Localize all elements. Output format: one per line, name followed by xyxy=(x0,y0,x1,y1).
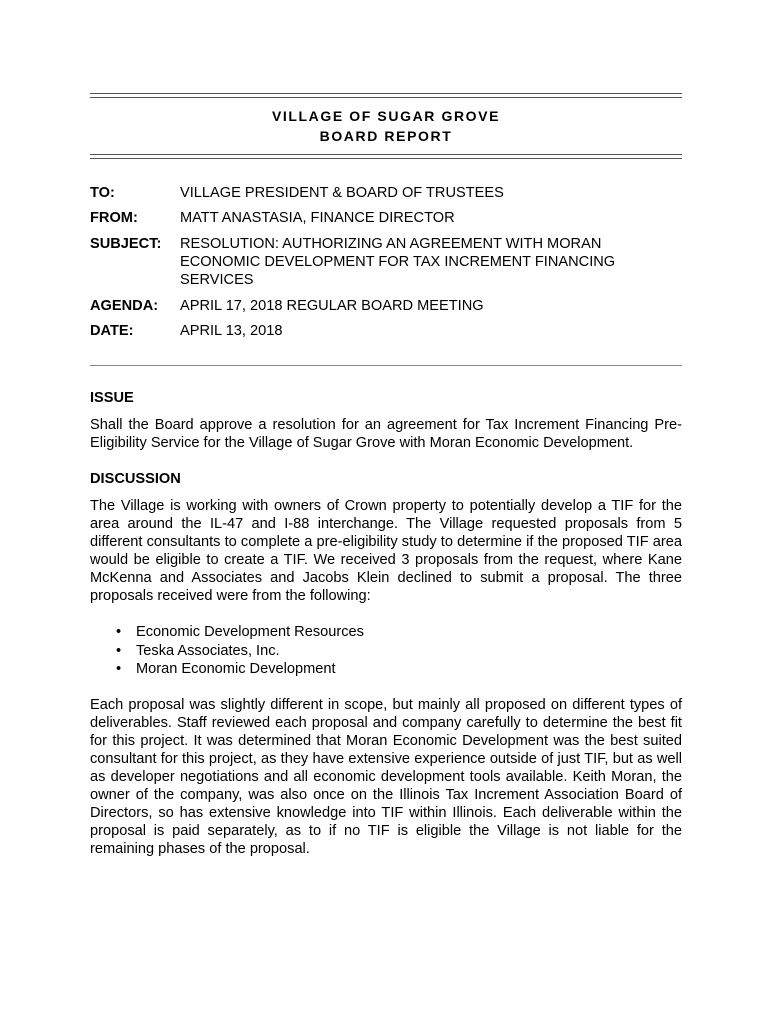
memo-divider xyxy=(90,365,682,366)
bottom-double-rule xyxy=(90,154,682,159)
list-item xyxy=(90,642,364,661)
to-label: TO: xyxy=(90,185,115,201)
to-value: VILLAGE PRESIDENT & BOARD OF TRUSTEES xyxy=(180,185,504,201)
bullet-icon: • xyxy=(116,642,122,659)
proposal-name: Teska Associates, Inc. xyxy=(136,642,280,659)
issue-text: Shall the Board approve a resolution for an agreement for Tax Increment Financing Pre-Eligibility Service for the Village of Sugar Grove with Moran Economic Development. xyxy=(90,417,682,451)
date-label: DATE: xyxy=(90,323,134,339)
issue-heading: ISSUE xyxy=(90,390,134,406)
discussion-body: Each proposal was slightly different in scope, but mainly all proposed on different types of deliverables. Staff reviewed each proposal and company carefully to determine the best fit for this project. It was determined that Moran Economic Development was the best suited consultant for this project, as they have extensive experience outside of just TIF, but as well as developer negotiations and all economic development tools available. Keith Moran, the owner of the company, was also once on the Illinois Tax Increment Association Board of Directors, so has extensive knowledge into TIF within Illinois. Each deliverable within the proposal is paid separately, as to if no TIF is eligible the Village is not liable for the remaining phases of the proposal. xyxy=(90,697,682,857)
proposal-list xyxy=(90,623,364,679)
board-report-page xyxy=(90,0,682,1024)
report-title: BOARD REPORT xyxy=(319,128,453,144)
subject-value: RESOLUTION: AUTHORIZING AN AGREEMENT WITH MORAN ECONOMIC DEVELOPMENT FOR TAX INCREMENT FINANCING SERVICES xyxy=(180,236,616,288)
proposal-name: Moran Economic Development xyxy=(136,661,336,677)
proposal-name: Economic Development Resources xyxy=(136,624,364,640)
bullet-icon: • xyxy=(116,624,122,640)
org-title: VILLAGE OF SUGAR GROVE xyxy=(271,108,501,124)
from-value: MATT ANASTASIA, FINANCE DIRECTOR xyxy=(180,210,455,226)
discussion-intro: The Village is working with owners of Crown property to potentially develop a TIF for the area around the IL-47 and I-88 interchange. The Village requested proposals from 5 different consultants to complete a pre-eligibility study to determine if the proposed TIF area would be eligible to create a TIF. We received 3 proposals from the request, where Kane McKenna and Associates and Jacobs Klein declined to submit a proposal. The three proposals received were from the following: xyxy=(90,498,682,604)
agenda-value: APRIL 17, 2018 REGULAR BOARD MEETING xyxy=(180,298,484,314)
list-item xyxy=(90,623,364,642)
bullet-icon: • xyxy=(116,661,122,677)
subject-label: SUBJECT: xyxy=(90,236,162,252)
agenda-label: AGENDA: xyxy=(90,298,159,314)
from-label: FROM: xyxy=(90,210,138,226)
top-double-rule xyxy=(90,93,682,98)
list-item xyxy=(90,660,364,679)
discussion-heading: DISCUSSION xyxy=(90,471,181,487)
date-value: APRIL 13, 2018 xyxy=(180,323,283,339)
